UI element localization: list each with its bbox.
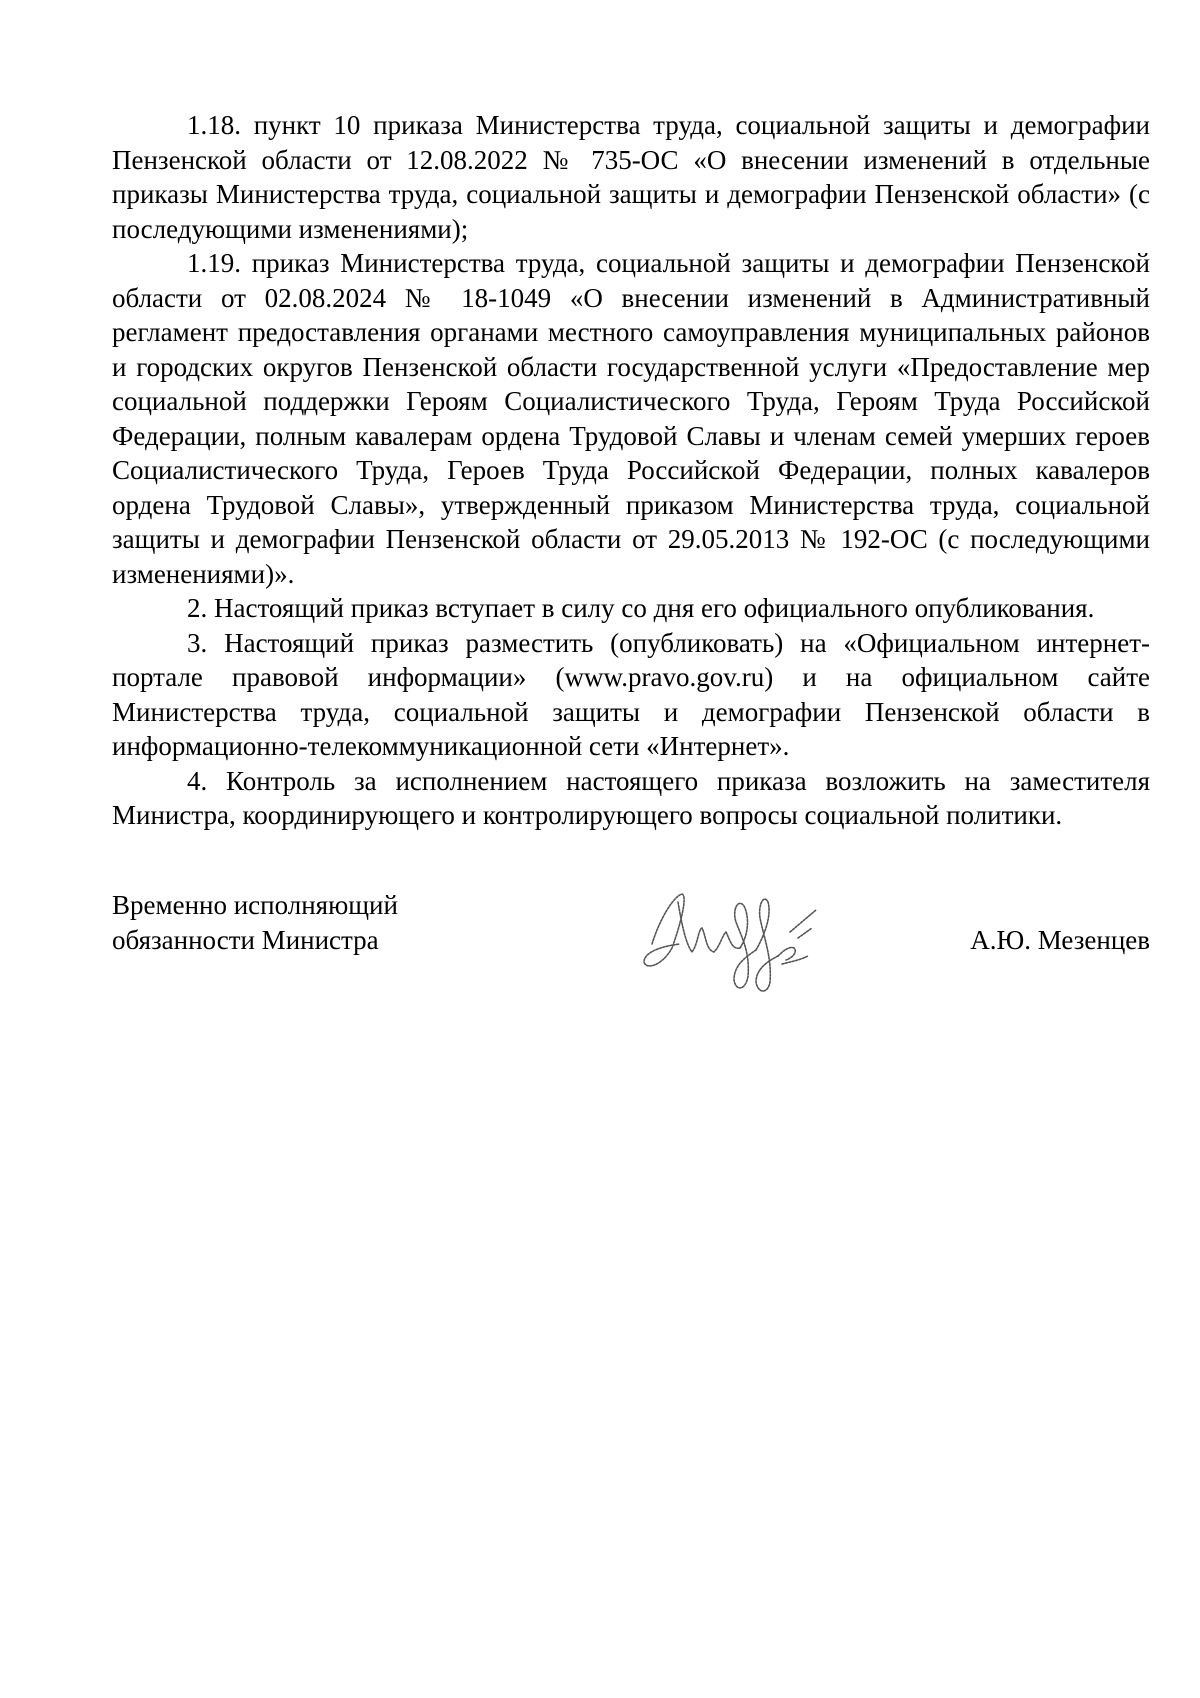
paragraph-1-18: 1.18. пункт 10 приказа Министерства труда, социальной защиты и демографии Пензенской области от 12.08.2022 № 735-ОС «О внесении изменений в отдельные приказы Министерства труда, социальной защиты и демографии Пензенской области» (с последующими изменениями); <box>112 110 1150 244</box>
paragraph-4: 4. Контроль за исполнением настоящего приказа возложить на заместителя Министра, координирующего и контролирующего вопросы социальной политики. <box>112 765 1150 830</box>
signatory-title-line-1: Временно исполняющий <box>112 890 398 920</box>
signatory-title-line-2: обязанности Министра <box>112 924 379 955</box>
paragraph-3: 3. Настоящий приказ разместить (опубликовать) на «Официальном интернет-портале правовой информации» (www.pravo.gov.ru) и на официальном сайте Министерства труда, социальной защиты и демографии Пензенской области в информационно-телекоммуникационной сети «Интернет». <box>112 627 1150 761</box>
signatory-title <box>112 888 398 957</box>
signature-block <box>112 888 1150 1028</box>
paragraph-2: 2. Настоящий приказ вступает в силу со дня его официального опубликования. <box>187 593 1095 623</box>
handwritten-signature <box>632 866 832 1006</box>
document-body <box>112 108 1150 833</box>
signatory-name: А.Ю. Мезенцев <box>970 924 1150 955</box>
paragraph-1-19: 1.19. приказ Министерства труда, социальной защиты и демографии Пензенской области от 02.08.2024 № 18-1049 «О внесении изменений в Административный регламент предоставления органами местного самоуправления муниципальных районов и городских округов Пензенской области государственной услуги «Предоставление мер социальной поддержки Героям Социалистического Труда, Героям Труда Российской Федерации, полным кавалерам ордена Трудовой Славы и членам семей умерших героев Социалистического Труда, Героев Труда Российской Федерации, полных кавалеров ордена Трудовой Славы», утвержденный приказом Министерства труда, социальной защиты и демографии Пензенской области от 29.05.2013 № 192-ОС (с последующими изменениями)». <box>112 248 1150 589</box>
